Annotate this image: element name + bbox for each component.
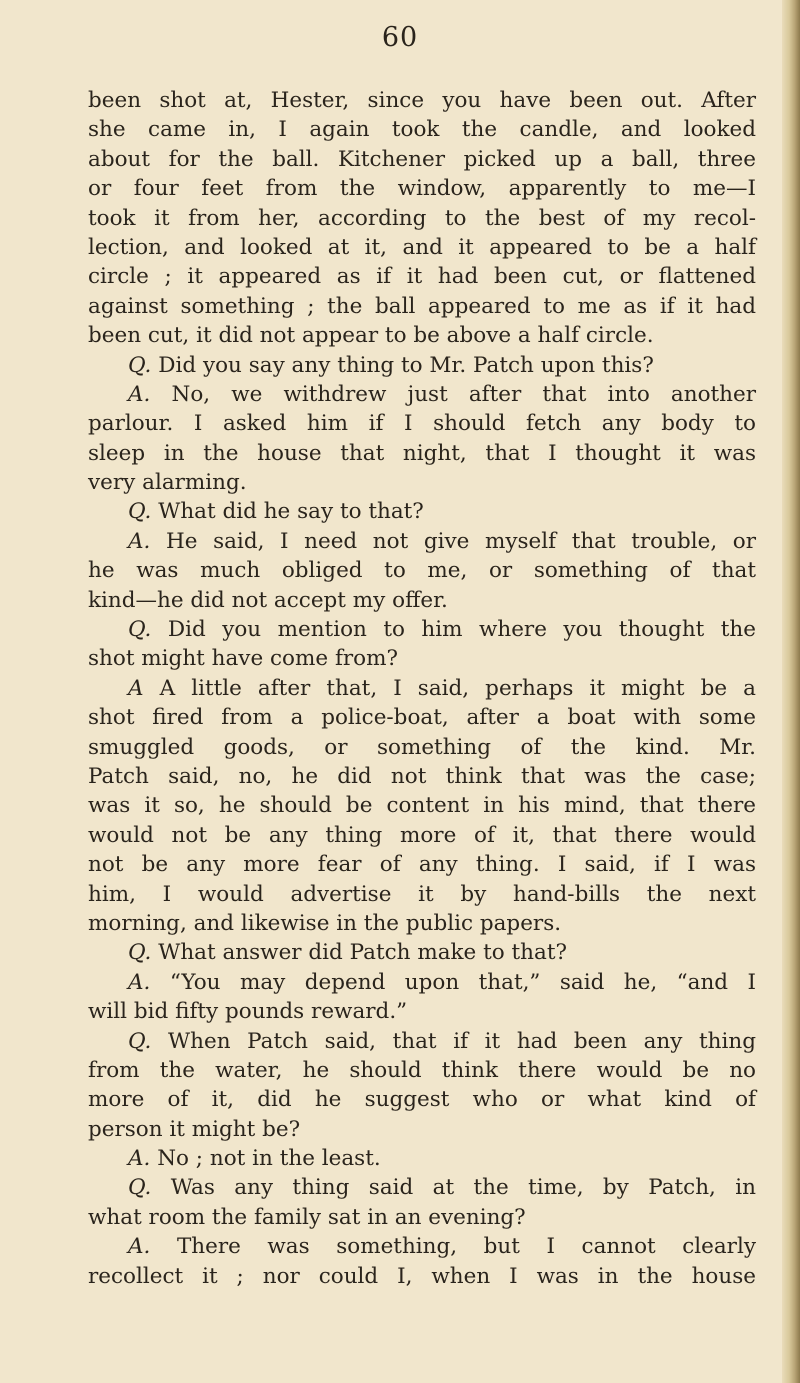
- text-line: [88, 615, 756, 644]
- speaker-label: Q.: [128, 617, 152, 643]
- text-line: [88, 703, 756, 732]
- page-edge: [782, 0, 800, 1383]
- text-line: [88, 233, 756, 262]
- text-line: [88, 733, 756, 762]
- text-line: [88, 321, 756, 350]
- text-line: [88, 1027, 756, 1056]
- text-line: [88, 1056, 756, 1085]
- text-line: [88, 968, 756, 997]
- text-line: [88, 174, 756, 203]
- line-text: Did you mention to him where you thought the: [167, 617, 756, 643]
- text-line: [88, 762, 756, 791]
- line-text: When Patch said, that if it had been any thing: [168, 1028, 756, 1054]
- text-line: [88, 115, 756, 144]
- text-line: [88, 1232, 756, 1261]
- text-line: [88, 1085, 756, 1114]
- speaker-label: A.: [128, 381, 151, 407]
- line-text: morning, and likewise in the public papers.: [88, 910, 562, 936]
- speaker-label: A.: [128, 1146, 151, 1172]
- text-line: [88, 145, 756, 174]
- line-text: smuggled goods, or something of the kind. Mr.: [88, 734, 756, 760]
- text-line: [88, 586, 756, 615]
- line-text: “You may depend upon that,” said he, “and I: [169, 969, 756, 995]
- line-text: No ; not in the least.: [157, 1146, 381, 1172]
- text-line: [88, 468, 756, 497]
- line-text: kind—he did not accept my offer.: [88, 587, 448, 613]
- line-text: will bid fifty pounds reward.”: [88, 999, 408, 1025]
- speaker-label: Q.: [128, 499, 152, 525]
- line-text: shot fired from a police-boat, after a boat with some: [88, 705, 756, 731]
- text-line: [88, 821, 756, 850]
- speaker-label: A.: [128, 969, 151, 995]
- text-line: [88, 880, 756, 909]
- line-text: person it might be?: [88, 1116, 301, 1142]
- text-line: [88, 1262, 756, 1291]
- line-text: No, we withdrew just after that into another: [171, 381, 756, 407]
- line-text: shot might have come from?: [88, 646, 399, 672]
- line-text: What answer did Patch make to that?: [158, 940, 568, 966]
- line-text: from the water, he should think there would be no: [88, 1057, 756, 1083]
- page-number: 60: [381, 22, 419, 53]
- text-line: [88, 850, 756, 879]
- line-text: There was something, but I cannot clearly: [176, 1234, 756, 1260]
- speaker-label: A.: [128, 528, 151, 554]
- line-text: would not be any thing more of it, that there would: [88, 822, 756, 848]
- line-text: him, I would advertise it by hand-bills the next: [88, 881, 756, 907]
- body-text: [88, 86, 756, 1291]
- line-text: he was much obliged to me, or something of that: [88, 558, 756, 584]
- line-text: What did he say to that?: [158, 499, 424, 525]
- line-text: she came in, I again took the candle, and looked: [88, 117, 756, 143]
- line-text: been cut, it did not appear to be above a half circle.: [88, 323, 654, 349]
- line-text: lection, and looked at it, and it appeared to be a half: [88, 234, 756, 260]
- speaker-label: Q.: [128, 1028, 152, 1054]
- text-line: [88, 1173, 756, 1202]
- text-line: [88, 409, 756, 438]
- text-line: [88, 791, 756, 820]
- line-text: circle ; it appeared as if it had been cut, or flattened: [88, 264, 756, 290]
- speaker-label: A: [128, 675, 144, 701]
- text-line: [88, 997, 756, 1026]
- line-text: Did you say any thing to Mr. Patch upon this?: [158, 352, 654, 378]
- text-line: [88, 1203, 756, 1232]
- line-text: parlour. I asked him if I should fetch any body to: [88, 411, 756, 437]
- text-line: [88, 86, 756, 115]
- speaker-label: Q.: [128, 940, 152, 966]
- line-text: been shot at, Hester, since you have been out. After: [88, 88, 756, 113]
- text-line: [88, 674, 756, 703]
- line-text: what room the family sat in an evening?: [88, 1204, 526, 1230]
- text-line: [88, 556, 756, 585]
- line-text: A little after that, I said, perhaps it might be a: [159, 675, 756, 701]
- text-line: [88, 292, 756, 321]
- text-line: [88, 909, 756, 938]
- line-text: about for the ball. Kitchener picked up a ball, three: [88, 146, 756, 172]
- line-text: He said, I need not give myself that trouble, or: [166, 528, 756, 554]
- line-text: Was any thing said at the time, by Patch, in: [170, 1175, 756, 1201]
- line-text: was it so, he should be content in his mind, that there: [88, 793, 756, 819]
- line-text: Patch said, no, he did not think that was the case;: [88, 763, 756, 789]
- speaker-label: Q.: [128, 352, 152, 378]
- text-line: [88, 1115, 756, 1144]
- text-line: [88, 527, 756, 556]
- text-line: [88, 938, 756, 967]
- speaker-label: Q.: [128, 1175, 152, 1201]
- speaker-label: A.: [128, 1234, 151, 1260]
- line-text: recollect it ; nor could I, when I was in the house: [88, 1263, 756, 1289]
- text-line: [88, 351, 756, 380]
- line-text: took it from her, according to the best of my recol-: [88, 205, 756, 231]
- line-text: against something ; the ball appeared to me as if it had: [88, 293, 756, 319]
- line-text: very alarming.: [88, 470, 247, 496]
- line-text: more of it, did he suggest who or what kind of: [88, 1087, 756, 1113]
- line-text: or four feet from the window, apparently to me—I: [88, 176, 756, 202]
- text-line: [88, 380, 756, 409]
- text-line: [88, 1144, 756, 1173]
- text-line: [88, 262, 756, 291]
- line-text: sleep in the house that night, that I thought it was: [88, 440, 756, 466]
- text-line: [88, 644, 756, 673]
- line-text: not be any more fear of any thing. I said, if I was: [88, 852, 756, 878]
- text-line: [88, 204, 756, 233]
- text-line: [88, 497, 756, 526]
- text-line: [88, 439, 756, 468]
